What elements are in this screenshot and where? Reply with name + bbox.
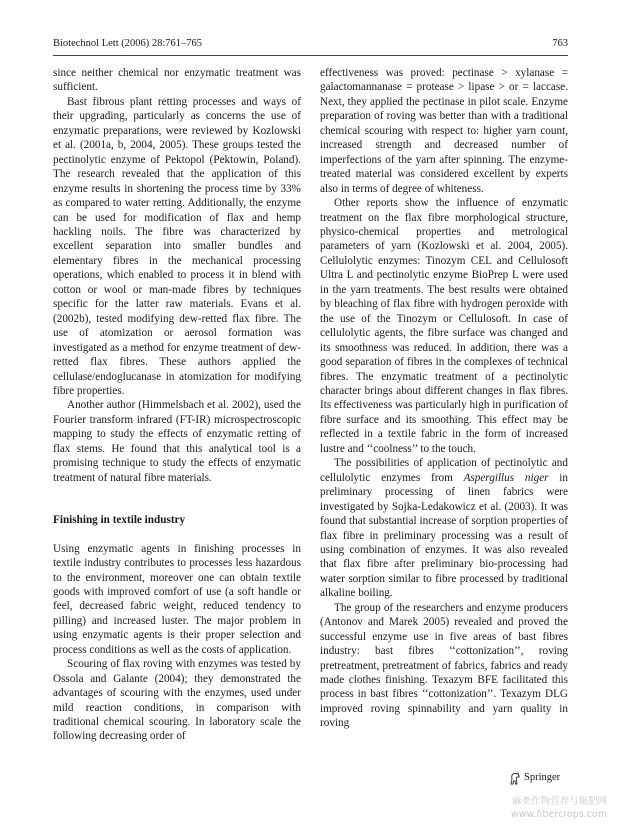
species-name: Aspergillus niger bbox=[463, 471, 549, 484]
paragraph: Another author (Himmelsbach et al. 2002), used the Fourier transform infrared (FT-IR) microspectroscopic mapping to study the effects of enzymatic retting of flax stems. He found that this analytical tool is a promising technique to study the effects of enzymatic treatment of natural fibre materials. bbox=[53, 399, 301, 484]
springer-horse-icon bbox=[508, 772, 521, 785]
watermark bbox=[477, 795, 607, 821]
paragraph: effectiveness was proved: pectinase > xylanase = galactomannanase = protease > lipase > or = laccase. Next, they applied the pectinase in pilot scale. Enzyme preparation of roving was better than with a traditional chemical scouring with respect to: higher yarn count, increased strength and decreased number of imperfections of the yarn after spinning. The enzyme-treated material was considered excellent by experts also in terms of degree of whiteness. bbox=[320, 67, 568, 195]
text-run: The possibilities of application of pectinolytic and cellulolytic enzymes from bbox=[320, 457, 568, 484]
right-column bbox=[320, 66, 568, 731]
running-header bbox=[53, 37, 568, 51]
section-heading: Finishing in textile industry bbox=[53, 514, 186, 527]
text-run: in preliminary processing of linen fabrics were investigated by Sojka-Ledakowicz et al. (2003). It was found that substantial increase of sorption properties of flax fibre in preliminary processing was a result of using combination of enzymes. It was also revealed that flax fibre after preliminary bio-processing had water sorption similar to fibre processed by traditional alkaline boiling. bbox=[320, 471, 568, 600]
journal-citation: Biotechnol Lett (2006) 28:761–765 bbox=[53, 38, 203, 49]
watermark-url: www.fibercrops.com bbox=[510, 809, 607, 820]
publisher-logo bbox=[508, 771, 560, 785]
paragraph: The group of the researchers and enzyme producers (Antonov and Marek 2005) revealed and proved the successful enzyme use in five areas of bast fibres industry: bast fibres ‘‘cottonization’’, roving pretreatment, pretreatment of fabrics, fabrics and ready made clothes finishing. Texazym BFE facilitated this process in bast fibres ‘‘cottonization’’. Texazym DLG improved roving spinnability and yarn quality in roving bbox=[320, 601, 568, 730]
paragraph bbox=[320, 456, 568, 601]
paragraph: Other reports show the influence of enzymatic treatment on the flax fibre morphological structure, physico-chemical properties and metrological parameters of yarn (Kozlowski et al. 2004, 2005). Cellulolytic enzymes: Tinozym CEL and Cellulosoft Ultra L and pectinolytic enzyme BioPrep L were used in the yarn treatments. The best results were obtained by bleaching of flax fibre with hydrogen peroxide with the use of the Tinozym or Cellulosoft. In case of cellulolytic agents, the fibre surface was changed and its smoothness was reduced. In addition, there was a good separation of fibres in the complexes of technical fibres. The enzymatic treatment of a pectinolytic character brings about different changes in flax fibres. Its effectiveness was particularly high in purification of fibre surface and its smoothing. This effect may be reflected in a textile fabric in the form of increased lustre and ‘‘coolness’’ to the touch. bbox=[320, 197, 569, 455]
paragraph: Using enzymatic agents in finishing processes in textile industry contributes to processes less hazardous to the environment, moreover one can obtain textile goods with improved comfort of use (a soft handle or feel, decreased fabric weight, reduced tendency to pilling) and increased luster. The major problem in using enzymatic agents is their proper selection and process conditions as well as the costs of application. bbox=[53, 542, 301, 656]
publisher-name: Springer bbox=[524, 772, 561, 783]
left-column bbox=[53, 66, 301, 744]
page-number: 763 bbox=[552, 38, 568, 49]
paragraph: Bast fibrous plant retting processes and ways of their upgrading, particularly as concerns the use of enzymatic preparations, were reviewed by Kozlowski et al. (2001a, b, 2004, 2005). These groups tested the pectinolytic enzyme of Pektopol (Pektowin, Poland). The research revealed that the application of this enzyme results in shortening the process time by 33% as compared to water retting. Additionally, the enzyme can be used for modification of flax and hemp hackling noils. The fibre was characterized by excellent separation into smaller bundles and elementary fibres in the mechanical processing operations, which enabled to process it in blend with cotton or wool or man-made fibres by techniques specific for the latter raw materials. Evans et al. (2002b), tested modifying dew-retted flax fibre. The use of atomization or aerosol formation was investigated as a method for enzyme treatment of dew-retted flax fibres. These authors applied the cellulase/endoglucanase in atomization for modifying fibre properties. bbox=[53, 95, 301, 397]
header-rule bbox=[53, 55, 568, 56]
paragraph: since neither chemical nor enzymatic treatment was sufficient. bbox=[53, 67, 301, 94]
watermark-title: 麻类作物营养与施肥网 bbox=[511, 796, 607, 807]
paragraph: Scouring of flax roving with enzymes was tested by Ossola and Galante (2004); they demonstrated the advantages of scouring with the enzymes, used under mild reaction conditions, in comparison with traditional chemical scouring. In laboratory scale the following decreasing order of bbox=[53, 658, 301, 743]
